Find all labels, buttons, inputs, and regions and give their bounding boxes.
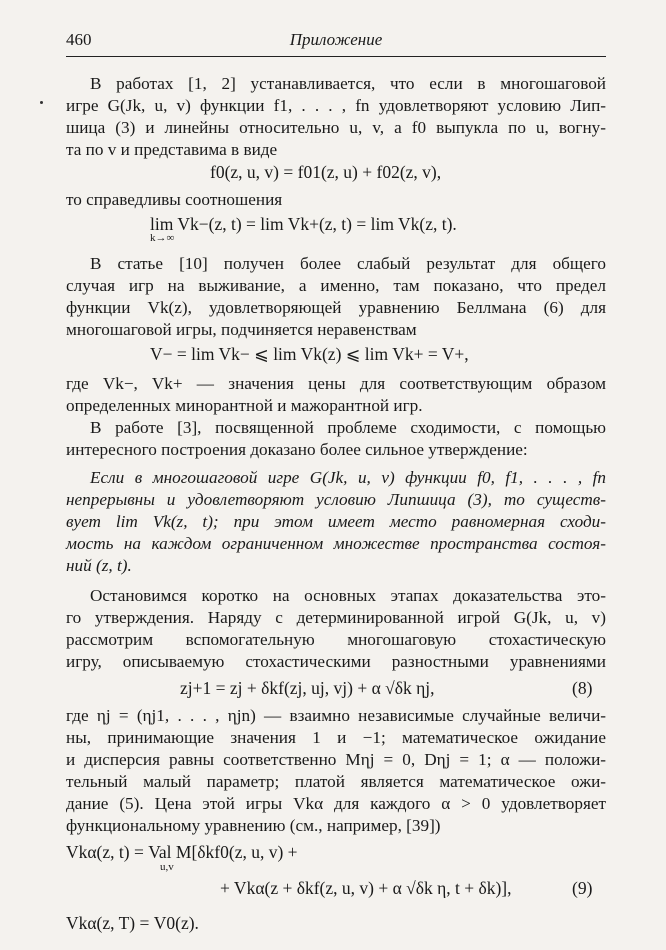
equation-limits: lim Vk−(z, t) = lim Vk+(z, t) = lim Vk(z, t). bbox=[150, 214, 457, 234]
equation-9-line2: + Vkα(z + δkf(z, u, v) + α √δk η, t + δk)], bbox=[220, 878, 512, 898]
header-rule bbox=[66, 56, 606, 57]
text-line: где Vk−, Vk+ — значения цены для соответствующим образом bbox=[66, 374, 606, 393]
running-header bbox=[66, 30, 606, 54]
text-line: где ηj = (ηj1, . . . , ηjn) — взаимно независимые случайные величи- bbox=[66, 706, 606, 725]
running-title: Приложение bbox=[289, 30, 383, 49]
equation-number-8: (8) bbox=[572, 678, 593, 698]
text-line: В работе [3], посвященной проблеме сходимости, с помощью bbox=[90, 418, 606, 437]
equation-inequality: V− = lim Vk− ⩽ lim Vk(z) ⩽ lim Vk+ = V+, bbox=[150, 344, 469, 364]
theorem-line: непрерывны и удовлетворяют условию Липшица (3), то существ- bbox=[66, 490, 606, 509]
limit-subscript: k→∞ bbox=[150, 232, 175, 244]
text-line: многошаговой игры, подчиняется неравенствам bbox=[66, 320, 417, 339]
equation-boundary: Vkα(z, T) = V0(z). bbox=[66, 913, 199, 933]
text-line: интересного построения доказано более сильное утверждение: bbox=[66, 440, 528, 459]
text-line: игру, описываемую стохастическими разностными уравнениями bbox=[66, 652, 606, 671]
text-line: та по v и представима в виде bbox=[66, 140, 278, 159]
theorem-line: мость на каждом ограниченном множестве пространства состоя- bbox=[66, 534, 606, 553]
text-line: функции Vk(z), удовлетворяющей уравнению Беллмана (6) для bbox=[66, 298, 606, 317]
margin-mark bbox=[40, 101, 43, 104]
equation-number-9: (9) bbox=[572, 878, 593, 898]
equation-f0: f0(z, u, v) = f01(z, u) + f02(z, v), bbox=[210, 162, 442, 182]
text-line: функциональному уравнению (см., например, [39]) bbox=[66, 816, 441, 835]
text-line: ны, принимающие значения 1 и −1; математическое ожидание bbox=[66, 728, 606, 747]
text-line: шица (3) и линейны относительно u, v, а f0 выпукла по u, вогну- bbox=[66, 118, 606, 137]
text-line: рассмотрим вспомогательную многошаговую стохастическую bbox=[66, 630, 606, 649]
text-line: игре G(Jk, u, v) функции f1, . . . , fn удовлетворяют условию Лип- bbox=[66, 96, 606, 115]
val-subscript: u,v bbox=[160, 861, 174, 873]
text-line: дание (5). Цена этой игры Vkα для каждого α > 0 удовлетворяет bbox=[66, 794, 606, 813]
theorem-line: ний (z, t). bbox=[66, 556, 132, 575]
theorem-line: вует lim Vk(z, t); при этом имеет место равномерная сходи- bbox=[66, 512, 606, 531]
theorem-line: Если в многошаговой игре G(Jk, u, v) функции f0, f1, . . . , fn bbox=[90, 468, 606, 487]
page-number: 460 bbox=[66, 30, 92, 49]
text-line: то справедливы соотношения bbox=[66, 190, 283, 209]
text-line: Остановимся коротко на основных этапах доказательства это- bbox=[90, 586, 606, 605]
text-line: тельный малый параметр; платой является математическое ожи- bbox=[66, 772, 606, 791]
text-line: случая игр на выживание, а именно, там показано, что предел bbox=[66, 276, 606, 295]
text-line: определенных минорантной и мажорантной игр. bbox=[66, 396, 423, 415]
text-line: и дисперсия равны соответственно Mηj = 0, Dηj = 1; α — положи- bbox=[66, 750, 606, 769]
equation-9-line1: Vkα(z, t) = Val M[δkf0(z, u, v) + bbox=[66, 842, 298, 862]
text-line: В работах [1, 2] устанавливается, что если в многошаговой bbox=[90, 74, 606, 93]
text-line: В статье [10] получен более слабый результат для общего bbox=[90, 254, 606, 273]
text-line: го утверждения. Наряду с детерминированной игрой G(Jk, u, v) bbox=[66, 608, 606, 627]
equation-8: zj+1 = zj + δkf(zj, uj, vj) + α √δk ηj, bbox=[180, 678, 435, 698]
